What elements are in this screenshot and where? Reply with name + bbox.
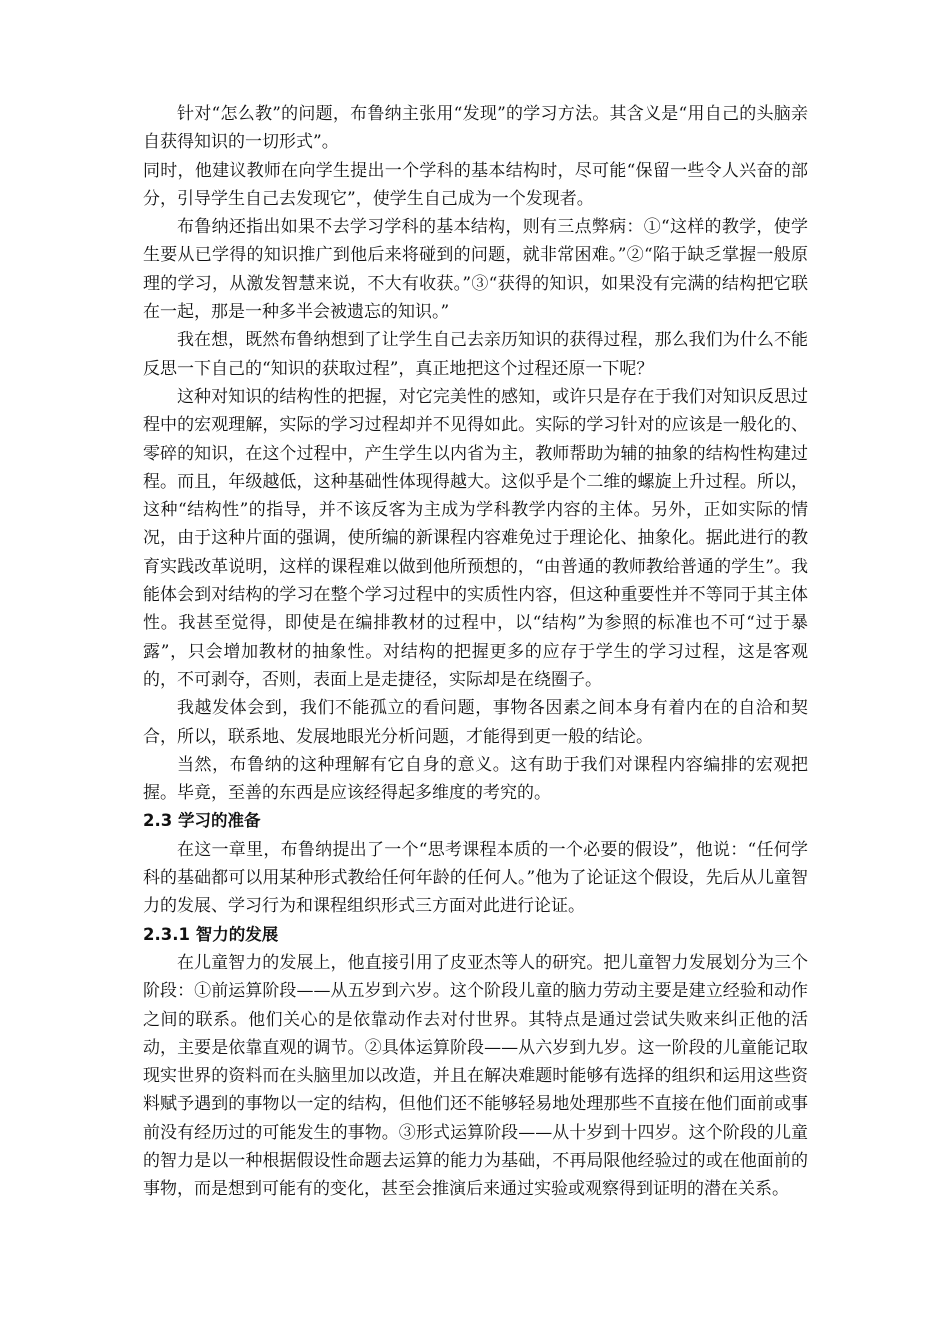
subsection-heading: 2.3.1 智力的发展 [143, 924, 279, 944]
document-body [143, 100, 808, 1204]
paragraph: 我在想，既然布鲁纳想到了让学生自己去亲历知识的获得过程，那么我们为什么不能反思一下自己的“知识的获取过程”，真正地把这个过程还原一下呢？ [143, 330, 808, 379]
paragraph: 同时，他建议教师在向学生提出一个学科的基本结构时，尽可能“保留一些令人兴奋的部分，引导学生自己去发现它”，使学生自己成为一个发现者。 [143, 160, 808, 209]
paragraph: 布鲁纳还指出如果不去学习学科的基本结构，则有三点弊病：①“这样的教学，使学生要从已学得的知识推广到他后来将碰到的问题，就非常困难。”②“陷于缺乏掌握一般原理的学习，从激发智慧来说，不大有收获。”③“获得的知识，如果没有完满的结构把它联在一起，那是一种多半会被遗忘的知识。” [143, 217, 808, 323]
paragraph: 这种对知识的结构性的把握，对它完美性的感知，或许只是存在于我们对知识反思过程中的宏观理解，实际的学习过程却并不见得如此。实际的学习针对的应该是一般化的、零碎的知识，在这个过程中，产生学生以内省为主，教师帮助为辅的抽象的结构性构建过程。而且，年级越低，这种基础性体现得越大。这似乎是个二维的螺旋上升过程。所以，这种“结构性”的指导，并不该反客为主成为学科教学内容的主体。另外，正如实际的情况，由于这种片面的强调，使所编的新课程内容难免过于理论化、抽象化。据此进行的教育实践改革说明，这样的课程难以做到他所预想的，“由普通的教师教给普通的学生”。我能体会到对结构的学习在整个学习过程中的实质性内容，但这种重要性并不等同于其主体性。我甚至觉得，即使是在编排教材的过程中，以“结构”为参照的标准也不可“过于暴露”，只会增加教材的抽象性。对结构的把握更多的应存于学生的学习过程，这是客观的，不可剥夺，否则，表面上是走捷径，实际却是在绕圈子。 [143, 386, 808, 690]
section-heading: 2.3 学习的准备 [143, 811, 261, 831]
paragraph: 在这一章里，布鲁纳提出了一个“思考课程本质的一个必要的假设”，他说：“任何学科的基础都可以用某种形式教给任何年龄的任何人。”他为了论证这个假设，先后从儿童智力的发展、学习行为和课程组织形式三方面对此进行论证。 [143, 839, 808, 917]
paragraph: 针对“怎么教”的问题，布鲁纳主张用“发现”的学习方法。其含义是“用自己的头脑亲自获得知识的一切形式”。 [143, 104, 808, 153]
paragraph: 我越发体会到，我们不能孤立的看问题，事物各因素之间本身有着内在的自洽和契合，所以，联系地、发展地眼光分析问题，才能得到更一般的结论。 [143, 698, 808, 747]
paragraph: 当然，布鲁纳的这种理解有它自身的意义。这有助于我们对课程内容编排的宏观把握。毕竟，至善的东西是应该经得起多维度的考究的。 [143, 754, 808, 804]
paragraph: 在儿童智力的发展上，他直接引用了皮亚杰等人的研究。把儿童智力发展划分为三个阶段：①前运算阶段——从五岁到六岁。这个阶段儿童的脑力劳动主要是建立经验和动作之间的联系。他们关心的是依靠动作去对付世界。其特点是通过尝试失败来纠正他的活动，主要是依靠直观的调节。②具体运算阶段——从六岁到九岁。这一阶段的儿童能记取现实世界的资料而在头脑里加以改造，并且在解决难题时能够有选择的组织和运用这些资料赋予遇到的事物以一定的结构，但他们还不能够轻易地处理那些不直接在他们面前或事前没有经历过的可能发生的事物。③形式运算阶段——从十岁到十四岁。这个阶段的儿童的智力是以一种根据假设性命题去运算的能力为基础，不再局限他经验过的或在他面前的事物，而是想到可能有的变化，甚至会推演后来通过实验或观察得到证明的潜在关系。 [143, 952, 808, 1200]
